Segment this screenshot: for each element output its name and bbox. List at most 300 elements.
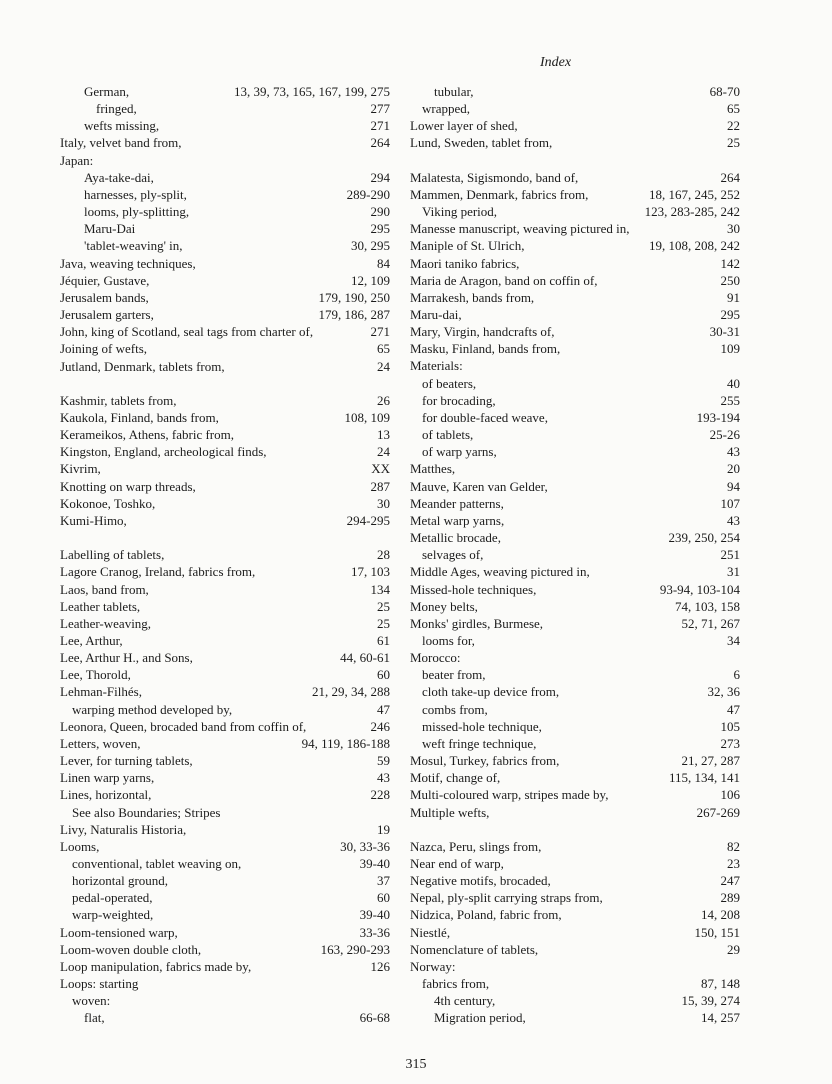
- index-term: Kerameikos, Athens, fabric from,: [60, 427, 235, 443]
- index-term: flat,: [84, 1010, 105, 1026]
- index-entry: [410, 666, 740, 683]
- index-entry: [410, 357, 740, 374]
- index-pages: 24: [377, 358, 390, 374]
- index-entry: [60, 752, 390, 769]
- index-pages: 142: [720, 255, 740, 271]
- index-pages: 115, 134, 141: [668, 770, 740, 786]
- index-pages: 289-290: [346, 186, 390, 202]
- index-term: Lower layer of shed,: [410, 118, 518, 134]
- index-term: Mammen, Denmark, fabrics from,: [410, 186, 589, 202]
- index-entry: [410, 872, 740, 889]
- page-number: 315: [405, 1057, 427, 1072]
- index-pages: 33-36: [359, 924, 390, 940]
- index-pages: 84: [377, 255, 390, 271]
- index-entry: [410, 169, 740, 186]
- index-entry: [410, 804, 740, 821]
- index-entry: [410, 563, 740, 580]
- index-pages: 43: [727, 512, 740, 528]
- index-term: Matthes,: [410, 461, 456, 477]
- index-term: Kingston, England, archeological finds,: [60, 444, 267, 460]
- index-term: Nazca, Peru, slings from,: [410, 838, 542, 854]
- index-pages: 289: [720, 890, 740, 906]
- index-term: horizontal ground,: [72, 873, 169, 889]
- index-entry: [60, 306, 390, 323]
- index-entry: [410, 615, 740, 632]
- index-term: Multi-coloured warp, stripes made by,: [410, 787, 609, 803]
- index-pages: 295: [370, 221, 390, 237]
- index-term: Letters, woven,: [60, 735, 141, 751]
- index-pages: 290: [370, 204, 390, 220]
- index-term: Maniple of St. Ulrich,: [410, 238, 525, 254]
- index-pages: 87, 148: [701, 976, 740, 992]
- index-entry: [60, 924, 390, 941]
- index-entry: [410, 529, 740, 546]
- index-term: Lee, Arthur H., and Sons,: [60, 650, 193, 666]
- index-term: conventional, tablet weaving on,: [72, 856, 242, 871]
- index-pages: 20: [727, 461, 740, 477]
- index-term: looms, ply-splitting,: [84, 204, 190, 220]
- index-entry: [60, 804, 390, 821]
- index-entry: [410, 581, 740, 598]
- index-term: German,: [84, 84, 130, 99]
- index-entry: [60, 563, 390, 580]
- index-entry: [410, 495, 740, 512]
- index-pages: 273: [720, 735, 740, 751]
- index-pages: 15, 39, 274: [681, 993, 740, 1009]
- index-pages: 44, 60-61: [340, 650, 390, 666]
- index-entry: [410, 289, 740, 306]
- index-entry: [410, 83, 740, 100]
- index-entry: [60, 255, 390, 272]
- index-pages: 39-40: [359, 856, 390, 871]
- index-pages: 68-70: [709, 84, 740, 99]
- index-pages: 251: [720, 547, 740, 563]
- index-entry: [410, 237, 740, 254]
- index-pages: 22: [727, 118, 740, 134]
- index-pages: 247: [720, 873, 740, 889]
- index-term: Maru-dai,: [410, 307, 462, 323]
- index-entry: [410, 392, 740, 409]
- index-entry: [60, 941, 390, 958]
- index-term: Leonora, Queen, brocaded band from coffin of,: [60, 718, 307, 734]
- index-entry: [60, 718, 390, 735]
- index-pages: 23: [727, 856, 740, 871]
- index-entry: [60, 598, 390, 615]
- index-pages: 26: [377, 392, 390, 408]
- index-entry: [410, 340, 740, 357]
- index-entry: [410, 992, 740, 1009]
- index-entry: [410, 478, 740, 495]
- index-term: Kumi-Himo,: [60, 512, 127, 528]
- index-term: Masku, Finland, bands from,: [410, 341, 561, 357]
- index-pages: 271: [370, 118, 390, 134]
- index-term: woven:: [72, 993, 111, 1009]
- index-term: Money belts,: [410, 598, 478, 614]
- index-term: Linen warp yarns,: [60, 770, 155, 786]
- index-term: Lee, Arthur,: [60, 632, 123, 648]
- index-entry: [60, 666, 390, 683]
- index-entry: [60, 649, 390, 666]
- index-pages: 47: [377, 701, 390, 717]
- index-term: of tablets,: [422, 427, 474, 443]
- index-entry: [60, 83, 390, 100]
- index-pages: 39-40: [359, 907, 390, 923]
- index-pages: 294: [370, 169, 390, 185]
- index-pages: 21, 27, 287: [681, 753, 740, 769]
- index-pages: 18, 167, 245, 252: [649, 186, 740, 202]
- index-pages: 30: [377, 495, 390, 511]
- index-entry: [410, 460, 740, 477]
- index-term: Leather-weaving,: [60, 615, 152, 631]
- index-term: tubular,: [434, 84, 474, 99]
- index-term: Nomenclature of tablets,: [410, 941, 539, 957]
- index-pages: 295: [720, 307, 740, 323]
- index-term: Maria de Aragon, band on coffin of,: [410, 272, 598, 288]
- index-entry: [410, 683, 740, 700]
- index-pages: 29: [727, 941, 740, 957]
- index-entry: [60, 495, 390, 512]
- index-term: Italy, velvet band from,: [60, 135, 182, 151]
- index-entry: [60, 889, 390, 906]
- index-pages: 277: [370, 101, 390, 117]
- index-column-left: [60, 83, 390, 1027]
- index-entry: [60, 546, 390, 563]
- index-pages: 25: [377, 598, 390, 614]
- index-entry: [410, 701, 740, 718]
- index-entry: [410, 598, 740, 615]
- index-entry: [60, 975, 390, 992]
- index-term: Japan:: [60, 152, 94, 168]
- index-term: fringed,: [96, 101, 137, 117]
- index-term: missed-hole technique,: [422, 718, 542, 734]
- index-pages: 25: [727, 135, 740, 151]
- index-pages: 30, 33-36: [340, 838, 390, 854]
- index-term: Joining of wefts,: [60, 341, 148, 357]
- index-pages: 30, 295: [351, 238, 390, 254]
- index-pages: 65: [727, 101, 740, 117]
- index-pages: 106: [720, 787, 740, 803]
- index-pages: 25: [377, 615, 390, 631]
- index-pages: 82: [727, 838, 740, 854]
- index-pages: 14, 208: [701, 907, 740, 923]
- index-entry: [60, 872, 390, 889]
- index-entry: [60, 134, 390, 151]
- index-entry: [60, 958, 390, 975]
- index-entry: [60, 100, 390, 117]
- index-term: Multiple wefts,: [410, 804, 490, 820]
- index-term: Near end of warp,: [410, 856, 504, 871]
- index-pages: 271: [370, 324, 390, 340]
- index-term: Loops: starting: [60, 976, 139, 992]
- index-pages: 52, 71, 267: [681, 615, 740, 631]
- index-entry: [410, 186, 740, 203]
- index-entry: [410, 220, 740, 237]
- index-entry: [410, 306, 740, 323]
- index-pages: 34: [727, 632, 740, 648]
- index-pages: 60: [377, 890, 390, 906]
- index-entry: [410, 255, 740, 272]
- index-term: Norway:: [410, 958, 456, 974]
- index-entry: [410, 752, 740, 769]
- index-term: wrapped,: [422, 101, 471, 117]
- index-entry: [410, 409, 740, 426]
- index-term: Marrakesh, bands from,: [410, 289, 535, 305]
- index-term: harnesses, ply-split,: [84, 186, 187, 202]
- index-pages: 93-94, 103-104: [659, 581, 740, 597]
- index-entry: [60, 460, 390, 477]
- index-term: Jerusalem bands,: [60, 289, 149, 305]
- index-term: Livy, Naturalis Historia,: [60, 821, 187, 837]
- index-pages: 267-269: [696, 804, 740, 820]
- index-pages: 294-295: [346, 512, 390, 528]
- index-term: Loom-woven double cloth,: [60, 941, 202, 957]
- index-term: 'tablet-weaving' in,: [84, 238, 183, 254]
- index-term: Viking period,: [422, 204, 498, 220]
- index-pages: 12, 109: [351, 272, 390, 288]
- index-entry: [410, 649, 740, 666]
- index-entry: [60, 289, 390, 306]
- index-pages: 66-68: [359, 1010, 390, 1026]
- index-term: Malatesta, Sigismondo, band of,: [410, 169, 579, 185]
- index-entry: [410, 426, 740, 443]
- index-entry: [60, 786, 390, 803]
- index-term: Materials:: [410, 358, 463, 374]
- index-term: Loom-tensioned warp,: [60, 924, 178, 940]
- index-entry: [60, 512, 390, 529]
- index-pages: 31: [727, 564, 740, 580]
- index-pages: 246: [370, 718, 390, 734]
- index-pages: 108, 109: [344, 409, 390, 425]
- index-entry: [60, 340, 390, 357]
- index-pages: 264: [720, 169, 740, 185]
- index-pages: XX: [371, 461, 390, 477]
- index-term: Lines, horizontal,: [60, 787, 152, 803]
- index-pages: 43: [727, 444, 740, 460]
- index-entry: [410, 769, 740, 786]
- index-term: John, king of Scotland, seal tags from charter of,: [60, 324, 314, 340]
- index-pages: 6: [733, 667, 740, 683]
- index-pages: 126: [370, 958, 390, 974]
- index-term: See also Boundaries; Stripes: [72, 804, 221, 820]
- index-entry: [60, 632, 390, 649]
- index-entry: [60, 581, 390, 598]
- index-pages: 107: [720, 495, 740, 511]
- index-entry: [410, 838, 740, 855]
- index-entry: [410, 203, 740, 220]
- index-pages: 43: [377, 770, 390, 786]
- index-term: Leather tablets,: [60, 598, 141, 614]
- index-entry: [60, 701, 390, 718]
- index-entry: [60, 1009, 390, 1026]
- index-term: warp-weighted,: [72, 907, 154, 923]
- index-term: of warp yarns,: [422, 444, 497, 460]
- index-term: Mary, Virgin, handcrafts of,: [410, 324, 555, 340]
- index-pages: 134: [370, 581, 390, 597]
- index-term: combs from,: [422, 701, 488, 717]
- index-column-right: [410, 83, 740, 1027]
- index-pages: 179, 186, 287: [318, 307, 390, 323]
- index-pages: 91: [727, 289, 740, 305]
- index-term: Metal warp yarns,: [410, 512, 505, 528]
- index-pages: 28: [377, 547, 390, 563]
- index-term: Knotting on warp threads,: [60, 478, 196, 494]
- index-pages: 94, 119, 186-188: [301, 735, 390, 751]
- index-term: Maru-Dai: [84, 221, 136, 237]
- index-entry: [410, 375, 740, 392]
- index-term: Niestlé,: [410, 924, 451, 940]
- index-pages: 250: [720, 272, 740, 288]
- index-term: Manesse manuscript, weaving pictured in,: [410, 221, 630, 237]
- index-entry: [60, 392, 390, 409]
- index-entry: [60, 426, 390, 443]
- index-term: Loop manipulation, fabrics made by,: [60, 958, 252, 974]
- index-term: Missed-hole techniques,: [410, 581, 537, 597]
- index-pages: 25-26: [709, 427, 740, 443]
- index-entry: [60, 323, 390, 340]
- index-pages: 287: [370, 478, 390, 494]
- index-entry: [60, 838, 390, 855]
- index-term: Kashmir, tablets from,: [60, 392, 177, 408]
- index-term: Morocco:: [410, 650, 461, 666]
- index-pages: 60: [377, 667, 390, 683]
- index-term: for brocading,: [422, 392, 496, 408]
- index-entry: [60, 443, 390, 460]
- index-pages: 19, 108, 208, 242: [649, 238, 740, 254]
- index-term: weft fringe technique,: [422, 735, 537, 751]
- index-entry: [60, 152, 390, 169]
- index-entry: [60, 735, 390, 752]
- index-term: Lund, Sweden, tablet from,: [410, 135, 553, 151]
- index-entry: [410, 100, 740, 117]
- index-term: Lehman-Filhés,: [60, 684, 142, 700]
- index-entry: [410, 443, 740, 460]
- index-entry: [410, 1009, 740, 1026]
- index-section-gap: [410, 821, 740, 838]
- index-pages: 17, 103: [351, 564, 390, 580]
- index-term: Migration period,: [434, 1010, 526, 1026]
- index-pages: 21, 29, 34, 288: [312, 684, 390, 700]
- index-term: Kivrim,: [60, 461, 101, 477]
- index-term: Nepal, ply-split carrying straps from,: [410, 890, 603, 906]
- index-term: Java, weaving techniques,: [60, 255, 196, 271]
- index-term: Aya-take-dai,: [84, 169, 154, 185]
- index-pages: 19: [377, 821, 390, 837]
- index-pages: 37: [377, 873, 390, 889]
- index-term: Looms,: [60, 838, 100, 854]
- index-entry: [410, 134, 740, 151]
- index-pages: 239, 250, 254: [668, 530, 740, 546]
- index-entry: [60, 992, 390, 1009]
- index-entry: [60, 615, 390, 632]
- index-term: Kaukola, Finland, bands from,: [60, 409, 219, 425]
- index-entry: [410, 975, 740, 992]
- index-term: looms for,: [422, 632, 475, 648]
- index-entry: [60, 272, 390, 289]
- index-entry: [410, 889, 740, 906]
- index-pages: 150, 151: [694, 924, 740, 940]
- index-term: Metallic brocade,: [410, 530, 501, 546]
- index-entry: [60, 237, 390, 254]
- index-pages: 61: [377, 632, 390, 648]
- index-term: Laos, band from,: [60, 581, 149, 597]
- index-entry: [410, 906, 740, 923]
- index-entry: [410, 512, 740, 529]
- index-term: warping method developed by,: [72, 701, 233, 717]
- index-entry: [60, 117, 390, 134]
- index-entry: [410, 941, 740, 958]
- index-term: Lee, Thorold,: [60, 667, 131, 683]
- index-pages: 179, 190, 250: [318, 289, 390, 305]
- index-pages: 40: [727, 375, 740, 391]
- index-term: Mauve, Karen van Gelder,: [410, 478, 548, 494]
- index-term: Jéquier, Gustave,: [60, 272, 150, 288]
- index-entry: [410, 718, 740, 735]
- index-entry: [410, 117, 740, 134]
- index-section-gap: [410, 152, 740, 169]
- index-entry: [410, 786, 740, 803]
- index-term: of beaters,: [422, 375, 477, 391]
- index-term: pedal-operated,: [72, 890, 153, 906]
- index-pages: 30: [727, 221, 740, 237]
- index-term: Jutland, Denmark, tablets from,: [60, 358, 225, 374]
- index-entry: [60, 821, 390, 838]
- index-term: Mosul, Turkey, fabrics from,: [410, 753, 560, 769]
- index-entry: [60, 358, 390, 375]
- index-term: Lagore Cranog, Ireland, fabrics from,: [60, 564, 256, 580]
- index-entry: [410, 272, 740, 289]
- index-pages: 24: [377, 444, 390, 460]
- index-section-gap: [60, 375, 390, 392]
- index-entry: [410, 855, 740, 872]
- index-pages: 65: [377, 341, 390, 357]
- index-pages: 228: [370, 787, 390, 803]
- index-term: Middle Ages, weaving pictured in,: [410, 564, 590, 580]
- index-entry: [60, 769, 390, 786]
- index-pages: 123, 283-285, 242: [644, 204, 740, 220]
- index-pages: 30-31: [709, 324, 740, 340]
- index-pages: 32, 36: [707, 684, 740, 700]
- index-section-gap: [60, 529, 390, 546]
- index-pages: 59: [377, 753, 390, 769]
- index-pages: 74, 103, 158: [675, 598, 740, 614]
- index-entry: [410, 958, 740, 975]
- index-pages: 94: [727, 478, 740, 494]
- index-entry: [410, 632, 740, 649]
- index-entry: [60, 855, 390, 872]
- index-pages: 14, 257: [701, 1010, 740, 1026]
- index-term: Kokonoe, Toshko,: [60, 495, 156, 511]
- index-pages: 193-194: [696, 409, 740, 425]
- index-entry: [410, 735, 740, 752]
- index-entry: [60, 220, 390, 237]
- index-term: Nidzica, Poland, fabric from,: [410, 907, 562, 923]
- index-pages: 47: [727, 701, 740, 717]
- index-pages: 264: [370, 135, 390, 151]
- index-term: Motif, change of,: [410, 770, 501, 786]
- index-entry: [410, 924, 740, 941]
- index-term: fabrics from,: [422, 976, 490, 992]
- index-term: Negative motifs, brocaded,: [410, 873, 551, 889]
- index-term: Lever, for turning tablets,: [60, 753, 193, 769]
- index-pages: 109: [720, 341, 740, 357]
- index-term: Meander patterns,: [410, 495, 504, 511]
- index-term: Maori taniko fabrics,: [410, 255, 520, 271]
- index-term: Labelling of tablets,: [60, 547, 165, 563]
- index-entry: [60, 683, 390, 700]
- index-entry: [410, 323, 740, 340]
- index-entry: [60, 203, 390, 220]
- index-term: for double-faced weave,: [422, 409, 548, 425]
